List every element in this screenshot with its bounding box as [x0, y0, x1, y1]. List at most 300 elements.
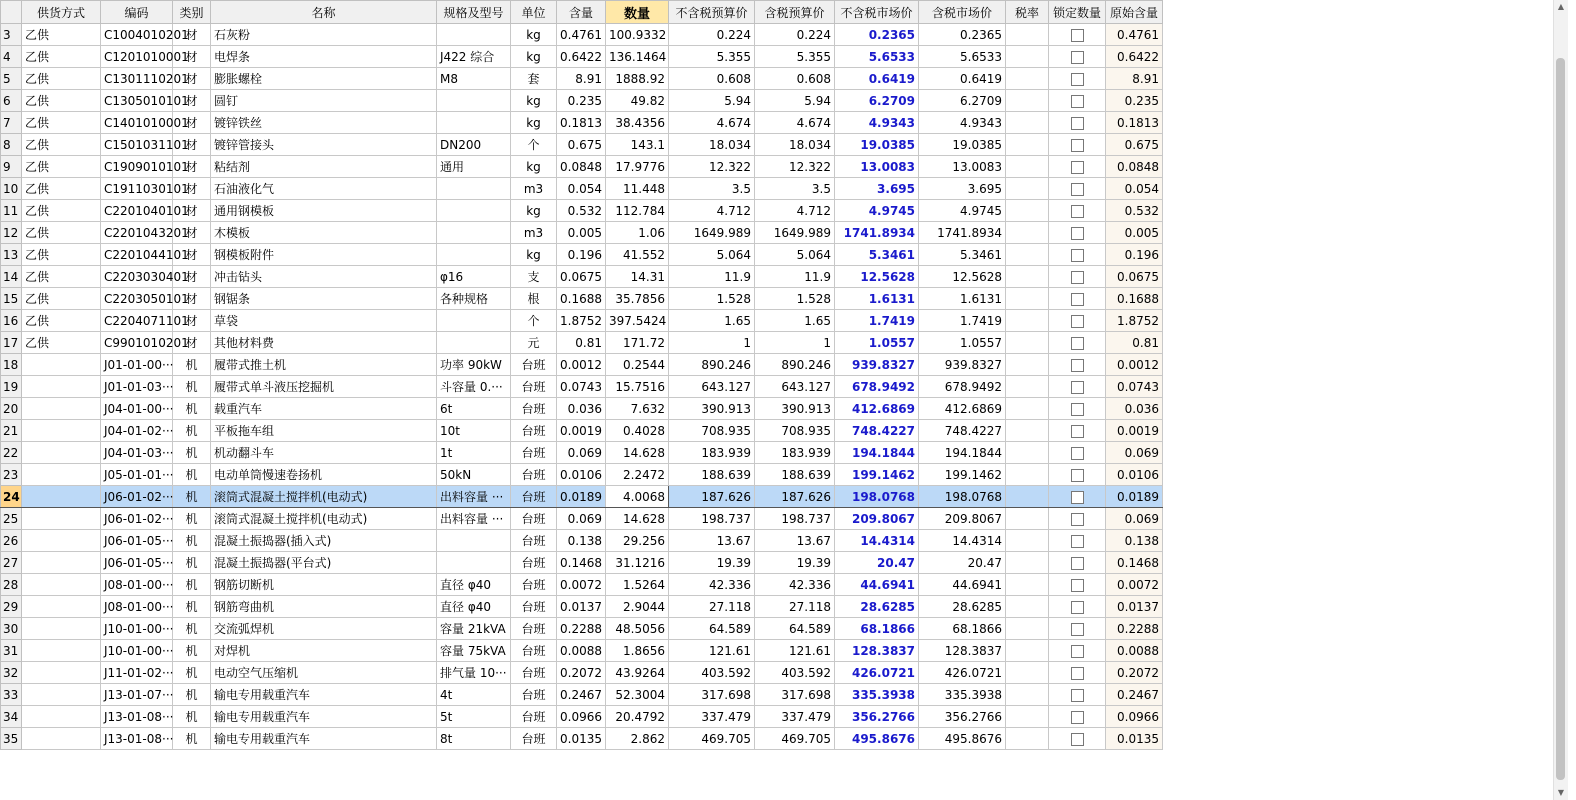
table-row[interactable]: [1, 244, 1163, 266]
cell-category[interactable]: 机: [173, 728, 211, 750]
cell-budget-price-ex-tax[interactable]: 27.118: [669, 596, 755, 618]
cell-unit[interactable]: 台班: [511, 486, 557, 508]
cell-budget-price-inc-tax[interactable]: 1: [755, 332, 835, 354]
cell-original-content[interactable]: 0.005: [1106, 222, 1163, 244]
cell-supply[interactable]: 乙供: [22, 68, 101, 90]
row-number[interactable]: 30: [1, 618, 22, 640]
cell-unit[interactable]: kg: [511, 24, 557, 46]
cell-category[interactable]: 机: [173, 662, 211, 684]
cell-original-content[interactable]: 0.036: [1106, 398, 1163, 420]
row-number[interactable]: 15: [1, 288, 22, 310]
cell-content[interactable]: 0.0743: [557, 376, 606, 398]
cell-lock-quantity[interactable]: [1049, 244, 1106, 266]
cell-spec[interactable]: [437, 24, 511, 46]
row-number[interactable]: 6: [1, 90, 22, 112]
row-number[interactable]: 26: [1, 530, 22, 552]
cell-code[interactable]: C1201010001: [101, 46, 173, 68]
cell-lock-quantity[interactable]: [1049, 354, 1106, 376]
cell-code[interactable]: C2201044101: [101, 244, 173, 266]
cell-market-price-ex-tax[interactable]: 1.7419: [835, 310, 919, 332]
cell-tax-rate[interactable]: [1006, 420, 1049, 442]
cell-lock-quantity[interactable]: [1049, 46, 1106, 68]
cell-supply[interactable]: [22, 442, 101, 464]
cell-content[interactable]: 0.0106: [557, 464, 606, 486]
cell-original-content[interactable]: 8.91: [1106, 68, 1163, 90]
cell-quantity[interactable]: 1.8656: [606, 640, 669, 662]
scrollbar-thumb[interactable]: [1556, 58, 1565, 780]
cell-quantity[interactable]: 1.06: [606, 222, 669, 244]
cell-content[interactable]: 0.0012: [557, 354, 606, 376]
row-number[interactable]: 12: [1, 222, 22, 244]
cell-market-price-inc-tax[interactable]: 199.1462: [919, 464, 1006, 486]
cell-lock-quantity[interactable]: [1049, 288, 1106, 310]
cell-tax-rate[interactable]: [1006, 112, 1049, 134]
cell-lock-quantity[interactable]: [1049, 706, 1106, 728]
cell-supply[interactable]: [22, 574, 101, 596]
cell-spec[interactable]: 排气量 10···: [437, 662, 511, 684]
cell-market-price-ex-tax[interactable]: 335.3938: [835, 684, 919, 706]
cell-category[interactable]: 材: [173, 68, 211, 90]
cell-budget-price-inc-tax[interactable]: 5.355: [755, 46, 835, 68]
cell-unit[interactable]: 台班: [511, 508, 557, 530]
cell-content[interactable]: 0.0135: [557, 728, 606, 750]
cell-spec[interactable]: 10t: [437, 420, 511, 442]
cell-name[interactable]: 输电专用载重汽车: [211, 706, 437, 728]
cell-name[interactable]: 其他材料费: [211, 332, 437, 354]
cell-budget-price-inc-tax[interactable]: 42.336: [755, 574, 835, 596]
cell-market-price-inc-tax[interactable]: 3.695: [919, 178, 1006, 200]
lock-quantity-checkbox[interactable]: [1071, 29, 1084, 42]
cell-original-content[interactable]: 0.0106: [1106, 464, 1163, 486]
cell-budget-price-ex-tax[interactable]: 1: [669, 332, 755, 354]
cell-market-price-ex-tax[interactable]: 1.6131: [835, 288, 919, 310]
cell-budget-price-inc-tax[interactable]: 11.9: [755, 266, 835, 288]
cell-quantity[interactable]: 397.5424: [606, 310, 669, 332]
cell-supply[interactable]: 乙供: [22, 156, 101, 178]
cell-budget-price-inc-tax[interactable]: 19.39: [755, 552, 835, 574]
cell-unit[interactable]: 元: [511, 332, 557, 354]
cell-quantity[interactable]: 20.4792: [606, 706, 669, 728]
cell-market-price-ex-tax[interactable]: 198.0768: [835, 486, 919, 508]
cell-unit[interactable]: 台班: [511, 574, 557, 596]
cell-category[interactable]: 机: [173, 552, 211, 574]
cell-lock-quantity[interactable]: [1049, 112, 1106, 134]
cell-market-price-inc-tax[interactable]: 19.0385: [919, 134, 1006, 156]
cell-unit[interactable]: 台班: [511, 420, 557, 442]
row-number[interactable]: 10: [1, 178, 22, 200]
vertical-scrollbar[interactable]: [1553, 0, 1568, 800]
cell-market-price-ex-tax[interactable]: 68.1866: [835, 618, 919, 640]
cell-quantity[interactable]: 31.1216: [606, 552, 669, 574]
cell-budget-price-ex-tax[interactable]: 337.479: [669, 706, 755, 728]
cell-spec[interactable]: φ16: [437, 266, 511, 288]
cell-budget-price-inc-tax[interactable]: 18.034: [755, 134, 835, 156]
cell-name[interactable]: 电动空气压缩机: [211, 662, 437, 684]
cell-budget-price-ex-tax[interactable]: 198.737: [669, 508, 755, 530]
col-header-category[interactable]: 类别: [173, 1, 211, 24]
cell-code[interactable]: C1909010101: [101, 156, 173, 178]
cell-quantity[interactable]: 49.82: [606, 90, 669, 112]
scroll-up-icon[interactable]: ▲: [1557, 2, 1565, 11]
cell-original-content[interactable]: 0.0675: [1106, 266, 1163, 288]
cell-lock-quantity[interactable]: [1049, 684, 1106, 706]
cell-spec[interactable]: 功率 90kW: [437, 354, 511, 376]
cell-name[interactable]: 载重汽车: [211, 398, 437, 420]
cell-original-content[interactable]: 0.0848: [1106, 156, 1163, 178]
cell-code[interactable]: C2201040101: [101, 200, 173, 222]
cell-market-price-inc-tax[interactable]: 198.0768: [919, 486, 1006, 508]
cell-original-content[interactable]: 0.0743: [1106, 376, 1163, 398]
cell-spec[interactable]: 各种规格: [437, 288, 511, 310]
cell-code[interactable]: J10-01-00···: [101, 618, 173, 640]
row-number[interactable]: 17: [1, 332, 22, 354]
cell-original-content[interactable]: 0.069: [1106, 508, 1163, 530]
cell-tax-rate[interactable]: [1006, 332, 1049, 354]
cell-code[interactable]: C2201043201: [101, 222, 173, 244]
cell-budget-price-inc-tax[interactable]: 198.737: [755, 508, 835, 530]
table-row[interactable]: [1, 640, 1163, 662]
table-row[interactable]: [1, 574, 1163, 596]
cell-lock-quantity[interactable]: [1049, 420, 1106, 442]
cell-content[interactable]: 0.196: [557, 244, 606, 266]
cell-budget-price-ex-tax[interactable]: 13.67: [669, 530, 755, 552]
lock-quantity-checkbox[interactable]: [1071, 491, 1084, 504]
cell-market-price-inc-tax[interactable]: 356.2766: [919, 706, 1006, 728]
cell-spec[interactable]: [437, 530, 511, 552]
cell-content[interactable]: 0.1688: [557, 288, 606, 310]
cell-original-content[interactable]: 0.1468: [1106, 552, 1163, 574]
lock-quantity-checkbox[interactable]: [1071, 579, 1084, 592]
cell-budget-price-ex-tax[interactable]: 0.608: [669, 68, 755, 90]
cell-tax-rate[interactable]: [1006, 222, 1049, 244]
cell-budget-price-inc-tax[interactable]: 5.064: [755, 244, 835, 266]
cell-code[interactable]: J04-01-02···: [101, 420, 173, 442]
lock-quantity-checkbox[interactable]: [1071, 645, 1084, 658]
cell-unit[interactable]: m3: [511, 222, 557, 244]
cell-budget-price-ex-tax[interactable]: 188.639: [669, 464, 755, 486]
cell-market-price-inc-tax[interactable]: 68.1866: [919, 618, 1006, 640]
cell-name[interactable]: 镀锌管接头: [211, 134, 437, 156]
cell-supply[interactable]: 乙供: [22, 332, 101, 354]
row-number[interactable]: 8: [1, 134, 22, 156]
cell-budget-price-inc-tax[interactable]: 1.528: [755, 288, 835, 310]
cell-content[interactable]: 8.91: [557, 68, 606, 90]
lock-quantity-checkbox[interactable]: [1071, 425, 1084, 438]
cell-original-content[interactable]: 0.0189: [1106, 486, 1163, 508]
cell-lock-quantity[interactable]: [1049, 266, 1106, 288]
cell-budget-price-inc-tax[interactable]: 188.639: [755, 464, 835, 486]
table-row[interactable]: [1, 134, 1163, 156]
lock-quantity-checkbox[interactable]: [1071, 117, 1084, 130]
cell-tax-rate[interactable]: [1006, 310, 1049, 332]
cell-quantity[interactable]: 2.862: [606, 728, 669, 750]
lock-quantity-checkbox[interactable]: [1071, 205, 1084, 218]
cell-market-price-inc-tax[interactable]: 4.9343: [919, 112, 1006, 134]
cell-original-content[interactable]: 0.0135: [1106, 728, 1163, 750]
cell-name[interactable]: 膨胀螺栓: [211, 68, 437, 90]
cell-code[interactable]: J01-01-03···: [101, 376, 173, 398]
cell-tax-rate[interactable]: [1006, 640, 1049, 662]
cell-code[interactable]: J13-01-08···: [101, 706, 173, 728]
cell-lock-quantity[interactable]: [1049, 596, 1106, 618]
cell-market-price-ex-tax[interactable]: 412.6869: [835, 398, 919, 420]
cell-market-price-inc-tax[interactable]: 1.0557: [919, 332, 1006, 354]
cell-lock-quantity[interactable]: [1049, 156, 1106, 178]
col-header-original-content[interactable]: 原始含量: [1106, 1, 1163, 24]
cell-lock-quantity[interactable]: [1049, 398, 1106, 420]
col-header-budget-price-ex-tax[interactable]: 不含税预算价: [669, 1, 755, 24]
lock-quantity-checkbox[interactable]: [1071, 161, 1084, 174]
cell-code[interactable]: C2203050101: [101, 288, 173, 310]
cell-quantity[interactable]: 41.552: [606, 244, 669, 266]
cell-budget-price-ex-tax[interactable]: 5.064: [669, 244, 755, 266]
table-row[interactable]: [1, 618, 1163, 640]
cell-code[interactable]: J06-01-05···: [101, 552, 173, 574]
cell-category[interactable]: 材: [173, 178, 211, 200]
cell-name[interactable]: 混凝土振捣器(插入式): [211, 530, 437, 552]
lock-quantity-checkbox[interactable]: [1071, 337, 1084, 350]
cell-quantity[interactable]: 112.784: [606, 200, 669, 222]
cell-spec[interactable]: DN200: [437, 134, 511, 156]
col-header-supply[interactable]: 供货方式: [22, 1, 101, 24]
lock-quantity-checkbox[interactable]: [1071, 601, 1084, 614]
table-row[interactable]: [1, 706, 1163, 728]
cell-name[interactable]: 石油液化气: [211, 178, 437, 200]
cell-tax-rate[interactable]: [1006, 266, 1049, 288]
cell-content[interactable]: 0.1813: [557, 112, 606, 134]
cell-spec[interactable]: 6t: [437, 398, 511, 420]
lock-quantity-checkbox[interactable]: [1071, 733, 1084, 746]
cell-market-price-inc-tax[interactable]: 5.6533: [919, 46, 1006, 68]
cell-market-price-ex-tax[interactable]: 1741.8934: [835, 222, 919, 244]
cell-quantity[interactable]: 35.7856: [606, 288, 669, 310]
cell-original-content[interactable]: 0.1813: [1106, 112, 1163, 134]
scroll-down-icon[interactable]: ▼: [1557, 788, 1565, 797]
cell-supply[interactable]: [22, 684, 101, 706]
cell-spec[interactable]: [437, 200, 511, 222]
cell-tax-rate[interactable]: [1006, 706, 1049, 728]
cell-original-content[interactable]: 0.81: [1106, 332, 1163, 354]
cell-unit[interactable]: 台班: [511, 530, 557, 552]
cell-market-price-ex-tax[interactable]: 3.695: [835, 178, 919, 200]
cell-supply[interactable]: 乙供: [22, 244, 101, 266]
col-header-lock-quantity[interactable]: 锁定数量: [1049, 1, 1106, 24]
cell-name[interactable]: 钢筋弯曲机: [211, 596, 437, 618]
cell-quantity[interactable]: 29.256: [606, 530, 669, 552]
cell-spec[interactable]: [437, 244, 511, 266]
cell-market-price-inc-tax[interactable]: 1741.8934: [919, 222, 1006, 244]
cell-tax-rate[interactable]: [1006, 178, 1049, 200]
cell-tax-rate[interactable]: [1006, 552, 1049, 574]
cell-supply[interactable]: 乙供: [22, 90, 101, 112]
cell-supply[interactable]: [22, 618, 101, 640]
cell-budget-price-ex-tax[interactable]: 1.528: [669, 288, 755, 310]
cell-lock-quantity[interactable]: [1049, 134, 1106, 156]
row-number[interactable]: 33: [1, 684, 22, 706]
cell-budget-price-ex-tax[interactable]: 469.705: [669, 728, 755, 750]
cell-lock-quantity[interactable]: [1049, 310, 1106, 332]
cell-original-content[interactable]: 0.0072: [1106, 574, 1163, 596]
cell-unit[interactable]: 台班: [511, 706, 557, 728]
cell-market-price-ex-tax[interactable]: 939.8327: [835, 354, 919, 376]
cell-name[interactable]: 钢模板附件: [211, 244, 437, 266]
cell-content[interactable]: 0.0072: [557, 574, 606, 596]
cell-content[interactable]: 0.054: [557, 178, 606, 200]
cell-tax-rate[interactable]: [1006, 728, 1049, 750]
cell-content[interactable]: 0.2288: [557, 618, 606, 640]
cell-code[interactable]: J04-01-03···: [101, 442, 173, 464]
cell-quantity[interactable]: 52.3004: [606, 684, 669, 706]
row-number[interactable]: 9: [1, 156, 22, 178]
cell-tax-rate[interactable]: [1006, 398, 1049, 420]
cell-tax-rate[interactable]: [1006, 244, 1049, 266]
table-row[interactable]: [1, 200, 1163, 222]
cell-category[interactable]: 材: [173, 112, 211, 134]
cell-supply[interactable]: [22, 508, 101, 530]
cell-content[interactable]: 0.0019: [557, 420, 606, 442]
cell-supply[interactable]: 乙供: [22, 134, 101, 156]
cell-supply[interactable]: [22, 464, 101, 486]
row-number[interactable]: 27: [1, 552, 22, 574]
cell-unit[interactable]: kg: [511, 112, 557, 134]
cell-spec[interactable]: 8t: [437, 728, 511, 750]
cell-category[interactable]: 材: [173, 222, 211, 244]
lock-quantity-checkbox[interactable]: [1071, 447, 1084, 460]
cell-content[interactable]: 0.0675: [557, 266, 606, 288]
cell-budget-price-inc-tax[interactable]: 403.592: [755, 662, 835, 684]
lock-quantity-checkbox[interactable]: [1071, 535, 1084, 548]
cell-name[interactable]: 对焊机: [211, 640, 437, 662]
cell-tax-rate[interactable]: [1006, 618, 1049, 640]
cell-name[interactable]: 混凝土振捣器(平台式): [211, 552, 437, 574]
cell-category[interactable]: 材: [173, 310, 211, 332]
cell-unit[interactable]: 台班: [511, 596, 557, 618]
cell-quantity[interactable]: 11.448: [606, 178, 669, 200]
cell-category[interactable]: 材: [173, 266, 211, 288]
cell-content[interactable]: 0.069: [557, 508, 606, 530]
row-number[interactable]: 13: [1, 244, 22, 266]
table-row[interactable]: [1, 486, 1163, 508]
cell-category[interactable]: 材: [173, 332, 211, 354]
cell-lock-quantity[interactable]: [1049, 90, 1106, 112]
cell-code[interactable]: J06-01-02···: [101, 508, 173, 530]
cell-supply[interactable]: [22, 728, 101, 750]
cell-supply[interactable]: [22, 486, 101, 508]
cell-quantity[interactable]: 136.1464: [606, 46, 669, 68]
cell-original-content[interactable]: 0.0966: [1106, 706, 1163, 728]
cell-spec[interactable]: 直径 φ40: [437, 574, 511, 596]
cell-market-price-ex-tax[interactable]: 4.9343: [835, 112, 919, 134]
cell-original-content[interactable]: 0.4761: [1106, 24, 1163, 46]
cell-spec[interactable]: 斗容量 0.···: [437, 376, 511, 398]
col-header-budget-price-inc-tax[interactable]: 含税预算价: [755, 1, 835, 24]
cell-lock-quantity[interactable]: [1049, 464, 1106, 486]
cell-content[interactable]: 0.0088: [557, 640, 606, 662]
cell-quantity[interactable]: 4.0068: [606, 486, 669, 508]
cell-quantity[interactable]: 48.5056: [606, 618, 669, 640]
cell-category[interactable]: 机: [173, 486, 211, 508]
lock-quantity-checkbox[interactable]: [1071, 227, 1084, 240]
cell-category[interactable]: 材: [173, 46, 211, 68]
cell-tax-rate[interactable]: [1006, 288, 1049, 310]
cell-lock-quantity[interactable]: [1049, 178, 1106, 200]
cell-code[interactable]: J11-01-02···: [101, 662, 173, 684]
cell-lock-quantity[interactable]: [1049, 200, 1106, 222]
cell-budget-price-inc-tax[interactable]: 0.608: [755, 68, 835, 90]
cell-market-price-inc-tax[interactable]: 426.0721: [919, 662, 1006, 684]
cell-spec[interactable]: 50kN: [437, 464, 511, 486]
cell-unit[interactable]: kg: [511, 200, 557, 222]
row-number[interactable]: 32: [1, 662, 22, 684]
lock-quantity-checkbox[interactable]: [1071, 183, 1084, 196]
cell-unit[interactable]: 套: [511, 68, 557, 90]
cell-spec[interactable]: 通用: [437, 156, 511, 178]
cell-original-content[interactable]: 0.2467: [1106, 684, 1163, 706]
cell-lock-quantity[interactable]: [1049, 376, 1106, 398]
cell-market-price-inc-tax[interactable]: 28.6285: [919, 596, 1006, 618]
cell-spec[interactable]: 4t: [437, 684, 511, 706]
cell-spec[interactable]: [437, 90, 511, 112]
cell-quantity[interactable]: 1888.92: [606, 68, 669, 90]
cell-tax-rate[interactable]: [1006, 442, 1049, 464]
cell-spec[interactable]: [437, 112, 511, 134]
row-number[interactable]: 25: [1, 508, 22, 530]
row-number[interactable]: 35: [1, 728, 22, 750]
col-header-tax-rate[interactable]: 税率: [1006, 1, 1049, 24]
cell-supply[interactable]: 乙供: [22, 112, 101, 134]
cell-market-price-inc-tax[interactable]: 748.4227: [919, 420, 1006, 442]
cell-name[interactable]: 平板拖车组: [211, 420, 437, 442]
cell-market-price-inc-tax[interactable]: 0.6419: [919, 68, 1006, 90]
cell-budget-price-ex-tax[interactable]: 1649.989: [669, 222, 755, 244]
cell-unit[interactable]: 台班: [511, 464, 557, 486]
cell-budget-price-inc-tax[interactable]: 337.479: [755, 706, 835, 728]
cell-unit[interactable]: m3: [511, 178, 557, 200]
cell-tax-rate[interactable]: [1006, 464, 1049, 486]
table-row[interactable]: [1, 684, 1163, 706]
cell-category[interactable]: 材: [173, 200, 211, 222]
cell-unit[interactable]: kg: [511, 90, 557, 112]
cell-unit[interactable]: 支: [511, 266, 557, 288]
cell-budget-price-inc-tax[interactable]: 12.322: [755, 156, 835, 178]
cell-category[interactable]: 机: [173, 618, 211, 640]
cell-market-price-inc-tax[interactable]: 1.6131: [919, 288, 1006, 310]
cell-category[interactable]: 材: [173, 244, 211, 266]
cell-quantity[interactable]: 100.9332: [606, 24, 669, 46]
lock-quantity-checkbox[interactable]: [1071, 711, 1084, 724]
cell-content[interactable]: 0.675: [557, 134, 606, 156]
cell-market-price-ex-tax[interactable]: 5.3461: [835, 244, 919, 266]
cell-name[interactable]: 钢筋切断机: [211, 574, 437, 596]
cell-unit[interactable]: kg: [511, 244, 557, 266]
cell-category[interactable]: 机: [173, 574, 211, 596]
cell-supply[interactable]: 乙供: [22, 200, 101, 222]
cell-code[interactable]: J06-01-05···: [101, 530, 173, 552]
cell-quantity[interactable]: 14.31: [606, 266, 669, 288]
row-number[interactable]: 23: [1, 464, 22, 486]
cell-market-price-ex-tax[interactable]: 28.6285: [835, 596, 919, 618]
cell-category[interactable]: 材: [173, 24, 211, 46]
cell-supply[interactable]: [22, 354, 101, 376]
cell-code[interactable]: C9901010201: [101, 332, 173, 354]
cell-spec[interactable]: [437, 552, 511, 574]
cell-market-price-ex-tax[interactable]: 5.6533: [835, 46, 919, 68]
cell-quantity[interactable]: 2.9044: [606, 596, 669, 618]
cell-budget-price-ex-tax[interactable]: 187.626: [669, 486, 755, 508]
row-number[interactable]: 29: [1, 596, 22, 618]
cell-market-price-ex-tax[interactable]: 19.0385: [835, 134, 919, 156]
cell-name[interactable]: 圆钉: [211, 90, 437, 112]
